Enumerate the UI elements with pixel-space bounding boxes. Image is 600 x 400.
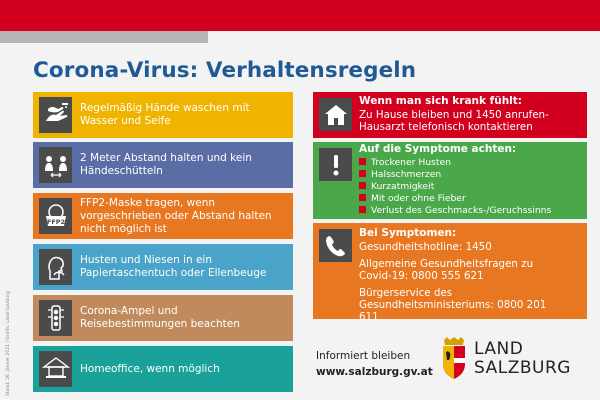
exclamation-icon bbox=[319, 148, 352, 181]
contact-line-ministry: Bürgerservice des Gesundheitsministeriums: 0800 201 611 bbox=[359, 287, 547, 323]
salzburg-coat-of-arms-icon bbox=[439, 336, 469, 384]
symptom-item: Mit oder ohne Fieber bbox=[359, 193, 466, 204]
panel-sick bbox=[313, 92, 587, 138]
symptom-item: Verlust des Geschmacks-/Geruchssinns bbox=[359, 205, 551, 216]
rule-text: Homeoffice, wenn möglich bbox=[80, 362, 220, 375]
rule-mask bbox=[33, 193, 293, 239]
rule-sneeze bbox=[33, 244, 293, 290]
rule-text: Corona-Ampel und Reisebestimmungen beachten bbox=[80, 305, 240, 330]
symptom-item: Trockener Husten bbox=[359, 157, 451, 168]
mask-icon bbox=[39, 198, 72, 234]
contact-line-general: Allgemeine Gesundheitsfragen zu Covid-19: 0800 555 621 bbox=[359, 258, 534, 282]
page-title: Corona-Virus: Verhaltensregeln bbox=[33, 58, 417, 83]
symptom-item: Kurzatmigkeit bbox=[359, 181, 434, 192]
footer-url[interactable]: www.salzburg.gv.at bbox=[316, 366, 433, 378]
panel-text: Zu Hause bleiben und 1450 anrufen-Hausarzt telefonisch kontaktieren bbox=[359, 109, 549, 133]
bullet-square-icon bbox=[359, 158, 366, 165]
rule-homeoffice bbox=[33, 346, 293, 392]
rule-traffic-light bbox=[33, 295, 293, 341]
bullet-square-icon bbox=[359, 170, 366, 177]
rule-text: FFP2-Maske tragen, wenn vorgeschrieben oder Abstand halten nicht möglich ist bbox=[80, 196, 272, 235]
house-icon bbox=[319, 98, 352, 131]
contact-line-hotline: Gesundheitshotline: 1450 bbox=[359, 241, 492, 253]
phone-icon bbox=[319, 229, 352, 262]
logo-line-2: SALZBURG bbox=[474, 358, 571, 378]
rule-handwash bbox=[33, 92, 293, 138]
traffic-light-icon bbox=[39, 300, 72, 336]
logo-line-1: LAND bbox=[474, 339, 524, 359]
rule-distance bbox=[33, 142, 293, 188]
rule-text: Husten und Niesen in ein Papiertaschentuch oder Ellenbeuge bbox=[80, 254, 267, 279]
bullet-square-icon bbox=[359, 182, 366, 189]
panel-title: Bei Symptomen: bbox=[359, 227, 457, 239]
rule-text: 2 Meter Abstand halten und kein Händeschütteln bbox=[80, 152, 252, 177]
mask-icon-label: FFP2 bbox=[46, 218, 65, 226]
top-red-bar bbox=[0, 0, 600, 31]
panel-symptoms bbox=[313, 142, 587, 219]
panel-title: Auf die Symptome achten: bbox=[359, 143, 517, 155]
symptom-item: Halsschmerzen bbox=[359, 169, 441, 180]
handwash-icon bbox=[39, 97, 72, 133]
top-grey-bar bbox=[0, 31, 208, 43]
panel-title: Wenn man sich krank fühlt: bbox=[359, 95, 522, 107]
bullet-square-icon bbox=[359, 194, 366, 201]
laptop-icon bbox=[39, 351, 72, 387]
panel-contacts bbox=[313, 223, 587, 323]
distance-icon bbox=[39, 147, 72, 183]
sneeze-icon bbox=[39, 249, 72, 285]
rule-text: Regelmäßig Hände waschen mit Wasser und Seife bbox=[80, 102, 250, 127]
footer-info: Informiert bleiben bbox=[316, 350, 411, 362]
side-note: Stand: 26. Jänner 2021 | Grafik: Land Salzburg bbox=[6, 291, 11, 396]
logo-wordmark bbox=[474, 340, 571, 378]
bullet-square-icon bbox=[359, 206, 366, 213]
